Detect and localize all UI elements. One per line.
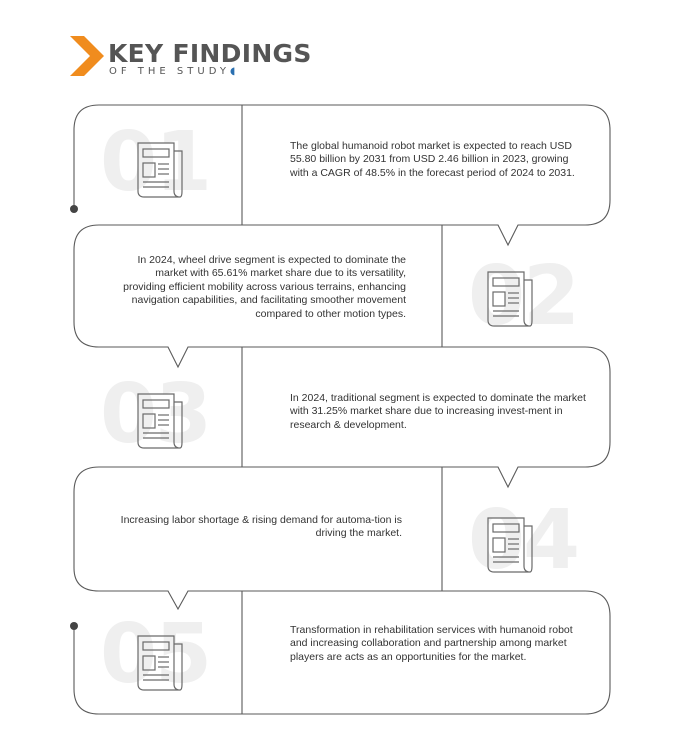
newspaper-document-icon — [136, 141, 184, 199]
orange-chevron-icon — [70, 36, 104, 76]
newspaper-document-icon — [486, 516, 534, 574]
finding-text-3: In 2024, traditional segment is expected to dominate the market with 31.25% market share due to increasing invest-ment in research & development. — [290, 392, 586, 431]
finding-text-1: The global humanoid robot market is expected to reach USD 55.80 billion by 2031 from USD 2.46 billion in 2023, growing with a CAGR of 48.5% in the forecast period of 2024 to 2031. — [290, 140, 575, 179]
finding-number-5: 05 — [100, 607, 211, 702]
newspaper-document-icon — [136, 634, 184, 692]
timeline-dot-bottom — [70, 622, 78, 630]
page-title: KEY FINDINGS — [108, 39, 312, 68]
finding-number-3: 03 — [100, 367, 211, 462]
newspaper-document-icon — [486, 270, 534, 328]
finding-number-1: 01 — [100, 115, 211, 210]
finding-number-2: 02 — [468, 249, 579, 344]
page-subtitle: OF THE STUDY◖ — [109, 66, 236, 77]
finding-number-4: 04 — [468, 493, 579, 588]
timeline-dot-top — [70, 205, 78, 213]
finding-text-4: Increasing labor shortage & rising demand for automa-tion is driving the market. — [120, 514, 402, 540]
finding-text-2: In 2024, wheel drive segment is expected to dominate the market with 65.61% market share due to its versatility, providing efficient mobility across various terrains, enhancing navigation capabilities, and facilitating smoother movement compared to other motion types. — [123, 254, 406, 320]
finding-text-5: Transformation in rehabilitation services with humanoid robot and increasing collaboration and partnership among market players are acts as an opportunities for the market. — [290, 624, 573, 663]
newspaper-document-icon — [136, 392, 184, 450]
